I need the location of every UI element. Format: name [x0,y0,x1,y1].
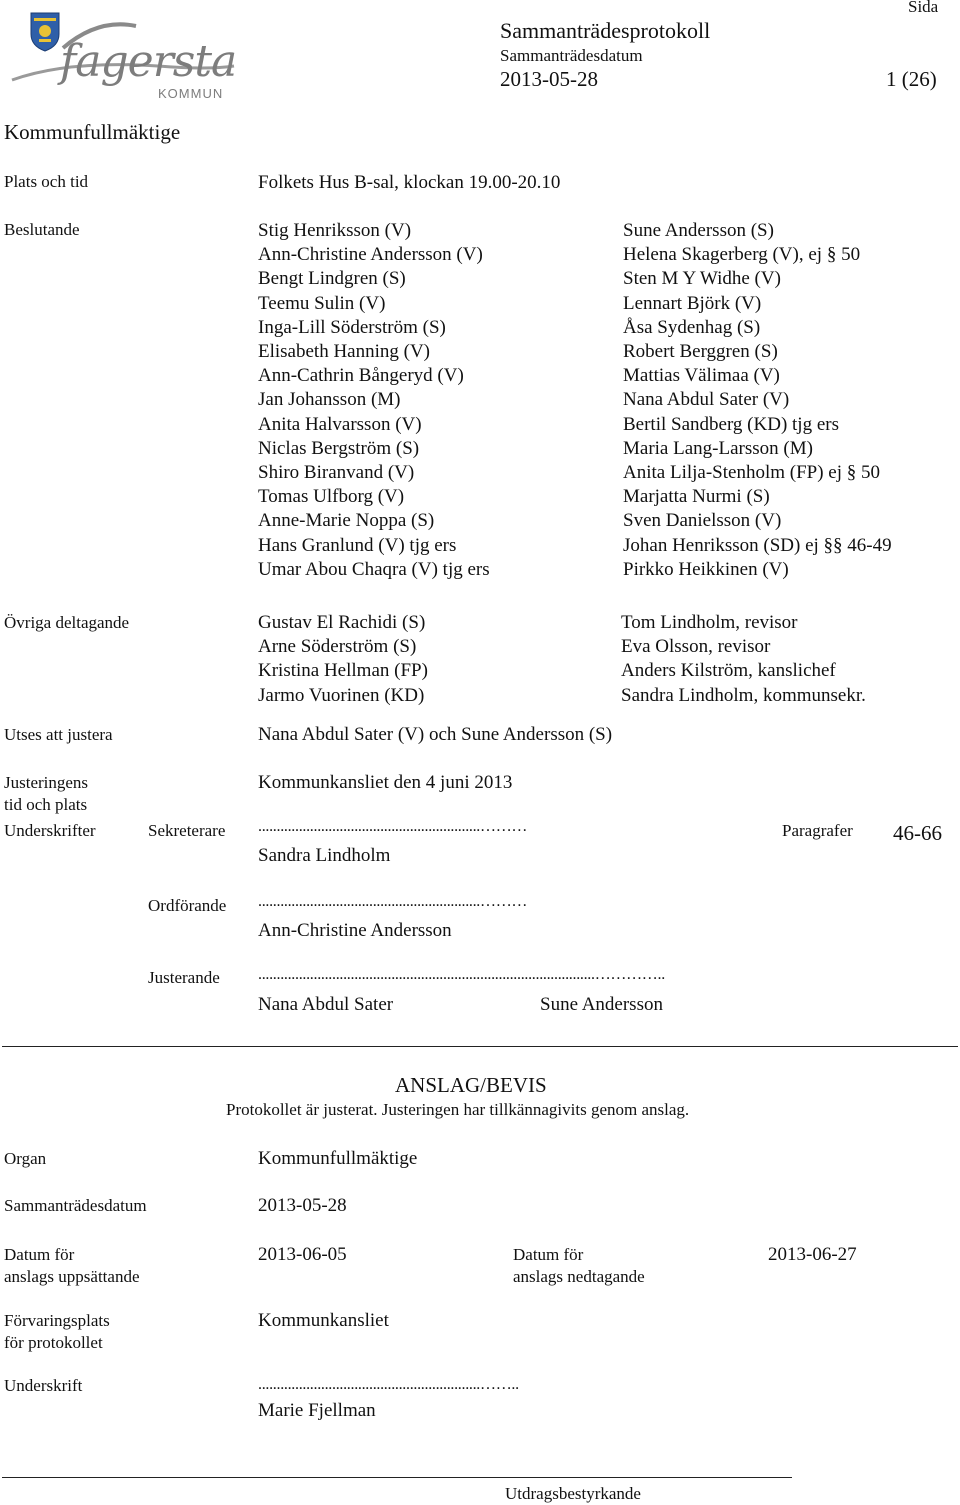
list-item: Tomas Ulfborg (V) [258,486,405,508]
list-item: Ann-Cathrin Bångeryd (V) [258,365,464,387]
list-item: Johan Henriksson (SD) ej §§ 46-49 [623,534,892,556]
logo-subtitle: KOMMUN [158,86,224,101]
list-item: Tom Lindholm, revisor [621,612,798,633]
list-item: Umar Abou Chaqra (V) tjg ers [258,558,490,580]
list-item: Anne-Marie Noppa (S) [258,510,435,532]
underskrift-name: Marie Fjellman [258,1400,376,1421]
forvaring-label-line2: för protokollet [4,1333,103,1352]
ordforande-signature-line: ............................................................……… [258,893,528,910]
list-item: Elisabeth Hanning (V) [258,341,431,363]
forvaring-label-line1: Förvaringsplats [4,1311,110,1330]
forvaring-value: Kommunkansliet [258,1310,389,1331]
anslag-subtitle: Protokollet är justerat. Justeringen har tillkännagivits genom anslag. [226,1100,690,1119]
list-item: Bengt Lindgren (S) [258,268,406,290]
utses-label: Utses att justera [4,725,113,744]
list-item: Nana Abdul Sater (V) [623,389,790,411]
list-item: Bertil Sandberg (KD) tjg ers [623,413,839,435]
logo-wordmark: fagersta [60,36,237,87]
beslutande-label: Beslutande [4,220,80,239]
list-item: Hans Granlund (V) tjg ers [258,534,457,556]
ovriga-list-col1 [258,611,428,708]
anslag-title: ANSLAG/BEVIS [395,1073,547,1097]
ovriga-list-col2 [621,611,866,708]
justerande-name-1: Nana Abdul Sater [258,994,394,1015]
footer-divider [2,1477,792,1478]
list-item: Marjatta Nurmi (S) [623,486,770,508]
list-item: Sven Danielsson (V) [623,510,782,532]
anslag-datum-label: Sammanträdesdatum [4,1196,147,1215]
list-item: Shiro Biranvand (V) [258,462,415,484]
list-item: Pirkko Heikkinen (V) [623,558,789,580]
list-item: Anita Halvarsson (V) [258,413,422,435]
nedtagande-label-line1: Datum för [513,1245,584,1264]
justering-label-line2: tid och plats [4,795,88,814]
justerande-label: Justerande [148,968,220,987]
list-item: Sandra Lindholm, kommunsekr. [621,684,866,706]
list-item: Sune Andersson (S) [623,220,774,241]
meeting-date-value: 2013-05-28 [500,67,598,91]
justerande-signature-line: ...........................................................................................………….. [258,966,665,983]
paragrafer-label: Paragrafer [782,821,853,840]
ovriga-label: Övriga deltagande [4,613,130,632]
sekreterare-label: Sekreterare [148,821,226,840]
uppsattande-label-line1: Datum för [4,1245,75,1264]
list-item: Stig Henriksson (V) [258,220,412,241]
beslutande-list-col1 [258,219,490,582]
uppsattande-value: 2013-06-05 [258,1244,347,1265]
anslag-datum-value: 2013-05-28 [258,1195,347,1216]
section-divider [2,1046,958,1047]
justerande-name-2: Sune Andersson [540,994,663,1015]
justering-label-line1: Justeringens [4,773,89,792]
document-title: Sammanträdesprotokoll [500,18,711,43]
list-item: Sten M Y Widhe (V) [623,268,781,290]
list-item: Anders Kilström, kanslichef [621,660,836,682]
list-item: Eva Olsson, revisor [621,636,771,658]
plats-value: Folkets Hus B-sal, klockan 19.00-20.10 [258,172,561,193]
list-item: Inga-Lill Söderström (S) [258,316,446,338]
page-number: 1 (26) [886,67,937,91]
list-item: Lennart Björk (V) [623,292,762,314]
list-item: Teemu Sulin (V) [258,292,386,314]
plats-label: Plats och tid [4,172,89,191]
meeting-date-label: Sammanträdesdatum [500,46,643,65]
nedtagande-label-line2: anslags nedtagande [513,1267,645,1286]
nedtagande-value: 2013-06-27 [768,1244,857,1265]
underskrift-label: Underskrift [4,1376,83,1395]
paragrafer-value: 46-66 [893,821,942,845]
organ-title: Kommunfullmäktige [4,120,181,144]
list-item: Kristina Hellman (FP) [258,660,428,682]
ordforande-name: Ann-Christine Andersson [258,920,452,941]
sekreterare-signature-line: ............................................................……… [258,818,528,835]
list-item: Niclas Bergström (S) [258,437,420,459]
ordforande-label: Ordförande [148,896,227,915]
list-item: Robert Berggren (S) [623,341,778,363]
justering-value: Kommunkansliet den 4 juni 2013 [258,772,513,793]
list-item: Mattias Välimaa (V) [623,365,780,387]
list-item: Anita Lilja-Stenholm (FP) ej § 50 [623,462,881,484]
list-item: Maria Lang-Larsson (M) [623,437,813,459]
list-item: Helena Skagerberg (V), ej § 50 [623,244,861,266]
uppsattande-label-line2: anslags uppsättande [4,1267,140,1286]
utdragsbestyrkande: Utdragsbestyrkande [505,1484,641,1503]
underskrift-signature-line: ............................................................…….. [258,1376,519,1393]
anslag-organ-label: Organ [4,1149,47,1168]
anslag-organ-value: Kommunfullmäktige [258,1148,418,1169]
list-item: Arne Söderström (S) [258,636,417,658]
list-item: Jarmo Vuorinen (KD) [258,684,425,706]
list-item: Jan Johansson (M) [258,389,401,411]
list-item: Ann-Christine Andersson (V) [258,244,483,266]
beslutande-list-col2 [623,219,892,582]
utses-value: Nana Abdul Sater (V) och Sune Andersson (S) [258,724,613,745]
sekreterare-name: Sandra Lindholm [258,845,391,866]
municipality-logo [8,8,238,103]
list-item: Åsa Sydenhag (S) [623,316,761,338]
underskrifter-label: Underskrifter [4,821,96,840]
list-item: Gustav El Rachidi (S) [258,612,426,633]
page-label: Sida [908,0,939,16]
